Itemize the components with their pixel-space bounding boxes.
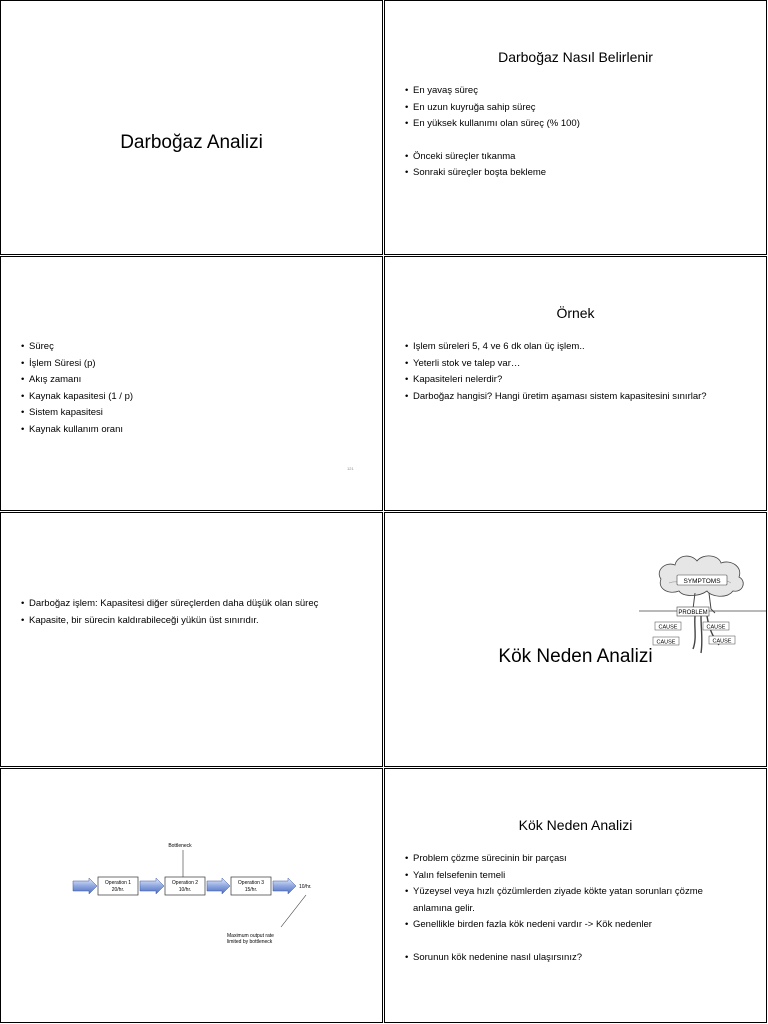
bullet-list xyxy=(21,339,133,438)
list-item: • Kaynak kullanım oranı xyxy=(21,422,133,439)
cause-label: CAUSE xyxy=(658,624,678,631)
cause-label: CAUSE xyxy=(712,638,732,645)
list-item: • Sistem kapasitesi xyxy=(21,405,133,422)
slide-8 xyxy=(384,768,767,1023)
slide-title: Kök Neden Analizi xyxy=(518,817,633,833)
slide-5 xyxy=(0,512,383,767)
operation-3-rate: 15/hr. xyxy=(244,887,258,893)
flow-arrow xyxy=(207,878,230,894)
list-item: • İşlem Süresi (p) xyxy=(21,356,133,373)
list-item: • Işlem süreleri 5, 4 ve 6 dk olan üç işlem.. xyxy=(405,339,707,356)
operation-3-name: Operation 3 xyxy=(237,880,265,886)
slide-6 xyxy=(384,512,767,767)
cause-label: CAUSE xyxy=(656,639,676,646)
slide-title: Kök Neden Analizi xyxy=(498,646,653,667)
symptoms-label: SYMPTOMS xyxy=(683,578,721,585)
list-item: • Yeterli stok ve talep var… xyxy=(405,356,707,373)
list-item: • Süreç xyxy=(21,339,133,356)
bullet-list xyxy=(405,851,703,966)
note-line-2: limited by bottleneck xyxy=(227,939,273,945)
list-item: • En uzun kuyruğa sahip süreç xyxy=(405,100,580,117)
bullet-list xyxy=(21,596,318,629)
bottleneck-process-diagram xyxy=(1,769,383,1023)
list-item: • Kapasite, bir sürecin kaldırabileceği yükün üst sınırıdır. xyxy=(21,613,318,630)
page-number: 121 xyxy=(347,466,354,471)
list-item: • Yalın felsefenin temeli xyxy=(405,868,703,885)
list-item: • Kaynak kapasitesi (1 / p) xyxy=(21,389,133,406)
input-arrow xyxy=(73,878,97,894)
slide-2 xyxy=(384,0,767,255)
slide-title: Darboğaz Analizi xyxy=(120,132,263,153)
list-item: • Problem çözme sürecinin bir parçası xyxy=(405,851,703,868)
list-item: • Sorunun kök nedenine nasıl ulaşırsınız? xyxy=(405,950,703,967)
bullet-list xyxy=(405,339,707,405)
note-line-1: Maximum output rate xyxy=(227,933,274,939)
slide-1 xyxy=(0,0,383,255)
list-item: • Önceki süreçler tıkanma xyxy=(405,149,580,166)
problem-label: PROBLEM xyxy=(678,610,708,616)
list-item: • En yavaş süreç xyxy=(405,83,580,100)
operation-1-rate: 20/hr. xyxy=(111,887,125,893)
slide-3 xyxy=(0,256,383,511)
list-item: • Kapasiteleri nelerdir? xyxy=(405,372,707,389)
list-item: • Darboğaz hangisi? Hangi üretim aşaması sistem kapasitesini sınırlar? xyxy=(405,389,707,406)
output-arrow xyxy=(273,878,296,894)
list-item: • Genellikle birden fazla kök nedeni vardır -> Kök nedenler xyxy=(405,917,703,934)
bullet-list xyxy=(405,83,580,182)
list-item: • En yüksek kullanımı olan süreç (% 100) xyxy=(405,116,580,133)
slide-7 xyxy=(0,768,383,1023)
cause-label: CAUSE xyxy=(706,624,726,631)
list-item-continuation: anlamına gelir. xyxy=(413,902,475,914)
output-rate: 10/hr. xyxy=(299,884,312,890)
list-item: • Akış zamanı xyxy=(21,372,133,389)
note-pointer-line xyxy=(281,895,306,927)
flow-arrow xyxy=(140,878,164,894)
operation-2-rate: 10/hr. xyxy=(178,887,192,893)
bottleneck-label: Bottleneck xyxy=(168,843,192,849)
operation-1-name: Operation 1 xyxy=(104,880,132,886)
list-item: • Darboğaz işlem: Kapasitesi diğer süreçlerden daha düşük olan süreç xyxy=(21,596,318,613)
root-cause-tree-illustration xyxy=(639,549,767,654)
slide-title: Örnek xyxy=(556,305,595,321)
slide-4 xyxy=(384,256,767,511)
list-item: • Yüzeysel veya hızlı çözümlerden ziyade kökte yatan sorunları çözme xyxy=(405,884,703,901)
slide-title: Darboğaz Nasıl Belirlenir xyxy=(498,49,653,65)
operation-2-name: Operation 2 xyxy=(171,880,199,886)
list-item: • Sonraki süreçler boşta bekleme xyxy=(405,165,580,182)
